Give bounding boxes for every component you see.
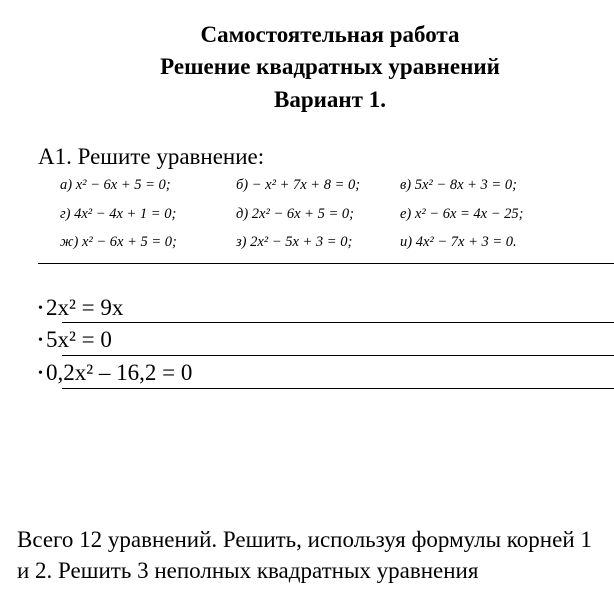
- bullet-item: [38, 326, 112, 355]
- equation-label: е): [400, 206, 412, 222]
- bullet-equation: 2x² = 9x: [46, 295, 124, 320]
- equation-label: г): [60, 206, 71, 222]
- bullet-item: [38, 359, 192, 388]
- equation-expr: 4x² − 4x + 1 = 0;: [74, 206, 177, 222]
- title-line-2: Решение квадратных уравнений: [160, 54, 500, 79]
- answer-line: [62, 322, 614, 323]
- bullet-equation: 0,2x² – 16,2 = 0: [46, 360, 193, 385]
- equation-expr: x² − 6x + 5 = 0;: [75, 177, 171, 193]
- equation-expr: 5x² − 8x + 3 = 0;: [414, 177, 517, 193]
- answer-line: [62, 388, 614, 389]
- bullet-icon: •: [38, 301, 43, 316]
- bullet-icon: •: [38, 333, 43, 348]
- equation-item: [400, 229, 517, 255]
- equation-item: [236, 172, 360, 198]
- equation-label: и): [400, 234, 413, 250]
- equation-row: [0, 201, 614, 227]
- equation-item: [236, 201, 354, 227]
- equation-expr: x² − 6x + 5 = 0;: [81, 234, 177, 250]
- footer-note: Всего 12 уравнений. Решить, используя формулы корней 1 и 2. Решить 3 неполных квадратных уравнения: [17, 527, 592, 583]
- answer-line: [62, 355, 614, 356]
- equation-item: [60, 201, 176, 227]
- equation-item: [60, 229, 177, 255]
- equation-expr: 2x² − 6x + 5 = 0;: [251, 206, 354, 222]
- equation-item: [400, 172, 517, 198]
- bullet-item: [38, 294, 123, 323]
- divider-line: [38, 263, 614, 264]
- equation-expr: − x² + 7x + 8 = 0;: [251, 177, 361, 193]
- equation-expr: 4x² − 7x + 3 = 0.: [415, 234, 517, 250]
- equation-label: ж): [60, 234, 79, 250]
- equation-label: з): [236, 234, 247, 250]
- equation-item: [60, 172, 171, 198]
- equation-row: [0, 172, 614, 198]
- equation-label: б): [236, 177, 249, 193]
- bullet-equation: 5x² = 0: [46, 327, 112, 352]
- equation-expr: 2x² − 5x + 3 = 0;: [250, 234, 353, 250]
- equation-label: а): [60, 177, 73, 193]
- equation-item: [236, 229, 352, 255]
- task-label: А1. Решите уравнение:: [38, 144, 265, 169]
- equation-row: [0, 229, 614, 255]
- equation-expr: x² − 6x = 4x − 25;: [414, 206, 524, 222]
- equation-label: в): [400, 177, 412, 193]
- equation-item: [400, 201, 523, 227]
- bullet-icon: •: [38, 366, 43, 381]
- equation-label: д): [236, 206, 249, 222]
- title-line-1: Самостоятельная работа: [200, 22, 460, 47]
- title-line-3: Вариант 1.: [274, 87, 386, 112]
